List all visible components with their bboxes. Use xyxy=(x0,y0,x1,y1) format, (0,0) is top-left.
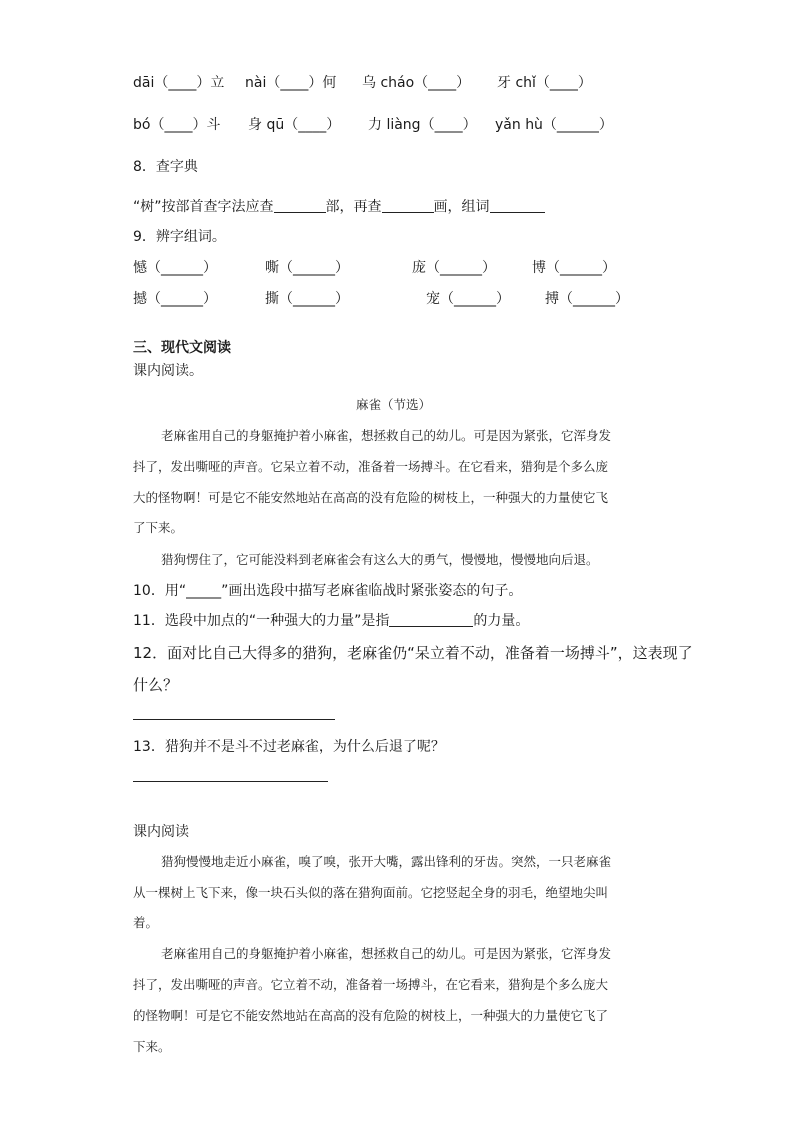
passage-line: 大的怪物啊！可是它不能安然地站在高高的没有危险的树枝上，一种强大的力量使它飞 xyxy=(133,490,609,505)
pinyin-item: 身 qū（____） xyxy=(248,117,341,133)
reading-label: 课内阅读 xyxy=(133,824,189,840)
passage-line: 了下来。 xyxy=(133,520,184,535)
char-item: 撼（______） xyxy=(133,291,217,307)
passage-line: 着。 xyxy=(133,915,159,930)
question-10-text-b: ”画出选段中描写老麻雀临战时紧张姿态的句子。 xyxy=(221,583,523,599)
char-item: 憾（______） xyxy=(133,260,217,276)
pinyin-item: bó（____）斗 xyxy=(133,117,221,133)
passage-line: 下来。 xyxy=(133,1039,171,1054)
answer-line[interactable] xyxy=(133,719,335,720)
section-heading: 三、现代文阅读 xyxy=(133,340,231,356)
char-item: 搏（______） xyxy=(545,291,629,307)
question-9-title: 9．辨字组词。 xyxy=(133,229,226,245)
char-item: 嘶（______） xyxy=(265,260,349,276)
answer-blank[interactable] xyxy=(382,198,434,213)
question-8-title: 8．查字典 xyxy=(133,159,198,175)
question-13: 13．猎狗并不是斗不过老麻雀，为什么后退了呢？ xyxy=(133,739,445,755)
question-12-line1: 12．面对比自己大得多的猎狗，老麻雀仍“呆立着不动，准备着一场搏斗”，这表现了 xyxy=(133,644,693,662)
passage-line: 抖了，发出嘶哑的声音。它立着不动，准备着一场搏斗，在它看来，猎狗是个多么庞大 xyxy=(133,977,609,992)
pinyin-item: 牙 chǐ（____） xyxy=(497,75,592,91)
answer-blank[interactable] xyxy=(490,198,545,213)
question-11-text-b: 的力量。 xyxy=(473,613,530,629)
question-11 xyxy=(133,610,529,630)
question-8-text-b: 部，再查 xyxy=(325,199,382,215)
pinyin-item: dāi（____）立 xyxy=(133,75,225,91)
question-10-text-a: 10．用“ xyxy=(133,583,187,599)
question-10 xyxy=(133,580,522,600)
answer-blank[interactable] xyxy=(389,612,473,627)
passage-line: 的怪物啊！可是它不能安然地站在高高的没有危险的树枝上，一种强大的力量使它飞了 xyxy=(133,1008,609,1023)
pinyin-item: 力 liàng（____） xyxy=(368,117,477,133)
passage-title: 麻雀（节选） xyxy=(356,397,432,412)
pinyin-item: 乌 cháo（____） xyxy=(362,75,471,91)
question-10-blank: _____ xyxy=(186,583,222,599)
passage-line: 老麻雀用自己的身躯掩护着小麻雀，想拯救自己的幼儿。可是因为紧张，它浑身发 xyxy=(161,428,612,443)
passage-line: 猎狗愣住了，它可能没料到老麻雀会有这么大的勇气，慢慢地，慢慢地向后退。 xyxy=(161,552,599,567)
question-12-line2: 什么？ xyxy=(133,676,179,694)
char-item: 博（______） xyxy=(532,260,616,276)
reading-label: 课内阅读。 xyxy=(133,363,203,379)
passage-line: 猎狗慢慢地走近小麻雀，嗅了嗅，张开大嘴，露出锋利的牙齿。突然，一只老麻雀 xyxy=(161,854,612,869)
question-8-body xyxy=(133,196,545,216)
passage-line: 抖了，发出嘶哑的声音。它呆立着不动，准备着一场搏斗。在它看来，猎狗是个多么庞 xyxy=(133,459,609,474)
char-item: 撕（______） xyxy=(265,291,349,307)
char-item: 庞（______） xyxy=(412,260,496,276)
answer-blank[interactable] xyxy=(274,198,326,213)
char-item: 宠（______） xyxy=(426,291,510,307)
passage-line: 从一棵树上飞下来，像一块石头似的落在猎狗面前。它挖竖起全身的羽毛，绝望地尖叫 xyxy=(133,885,609,900)
passage-line: 老麻雀用自己的身躯掩护着小麻雀，想拯救自己的幼儿。可是因为紧张，它浑身发 xyxy=(161,946,612,961)
answer-line[interactable] xyxy=(133,781,328,782)
pinyin-item: nài（____）何 xyxy=(245,75,337,91)
question-8-text-a: “树”按部首查字法应查 xyxy=(133,199,274,215)
pinyin-item: yǎn hù（______） xyxy=(495,117,613,133)
question-11-text-a: 11．选段中加点的“一种强大的力量”是指 xyxy=(133,613,390,629)
question-8-text-c: 画，组词 xyxy=(433,199,490,215)
